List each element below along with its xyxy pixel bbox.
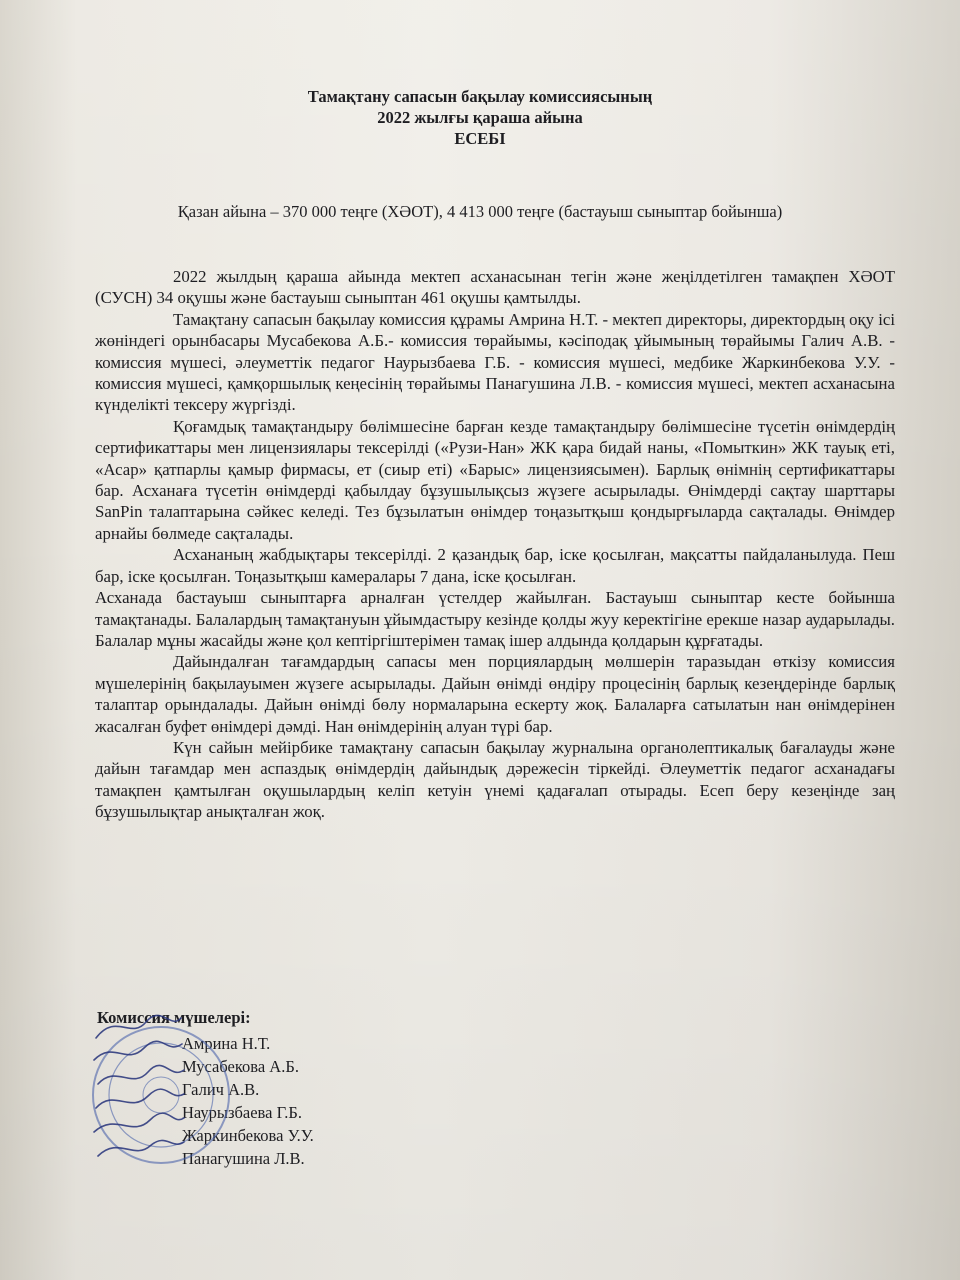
member-name: Жаркинбекова У.У. (182, 1126, 314, 1145)
paragraph-equipment: Асхананың жабдықтары тексерілді. 2 қазандық бар, іске қосылған, мақсатты пайдаланылуда. Пеш бар, іске қосылған. Тоңазытқыш камералары 7 дана, іске қосылған. (95, 545, 895, 586)
budget-summary: Қазан айына – 370 000 теңге (ХӘОТ), 4 413 000 теңге (бастауыш сыныптар бойынша) (177, 202, 783, 221)
paragraph-tables: Асханада бастауыш сыныптарға арналған үстелдер жайылған. Бастауыш сыныптар кесте бойынша тамақтанады. Балалардың тамақтануын ұйымдастыру кезінде қолды жуу керектігіне ерекше назар аударылады. Балалар мұны жасайды және қол кептіргіштерімен тамақ ішер алдында қолдарын құрғатады. (95, 588, 895, 650)
member-name: Галич А.В. (182, 1080, 260, 1099)
members-title: Комиссия мүшелері: (97, 1008, 251, 1027)
header-line-2: 2022 жылғы қараша айына (377, 108, 583, 127)
member-name: Мусабекова А.Б. (182, 1057, 299, 1076)
paragraph-certificates: Қоғамдық тамақтандыру бөлімшесіне барған кезде тамақтандыру бөлімшесіне түсетін өнімдердің сертификаттары мен лицензиялары тексерілді («Рузи-Нан» ЖК қара бидай наны, «Помыткин» ЖК тауық еті, «Асар» қатпарлы қамыр фирмасы, ет (сиыр еті) «Барыс» лицензиясымен). Барлық өнімнің сертификаттары бар. Асханаға түсетін өнімдерді қабылдау бұзушылықсыз жүзеге асырылады. Өнімдерді сақтау шарттары SanPin талаптарына сәйкес келеді. Тез бұзылатын өнімдер тоңазытқыш қондырғыларда сақталады. Өнімдер арнайы бөлмеде сақталады. (95, 416, 895, 543)
paragraph-nurse: Күн сайын мейірбике тамақтану сапасын бақылау журналына органолептикалық бағалауды және дайын тағамдар мен аспаздық өнімдердің дайындық дәрежесін тіркейді. Әлеуметтік педагог асханадағы тамақпен қамтылған оқушылардың келіп кетуін үнемі қадағалап отырады. Есеп беру кезеңінде заң бұзушылықтар анықталған жоқ. (95, 737, 895, 822)
member-name: Панагушина Л.В. (182, 1149, 305, 1168)
stamp-and-signatures (86, 1000, 286, 1180)
signature-icon (94, 1015, 184, 1156)
report-body (95, 266, 895, 823)
paragraph-portions: Дайындалған тағамдардың сапасы мен порциялардың мөлшерін таразыдан өткізу комиссия мүшелерінің бақылауымен жүзеге асырылады. Дайын өнімді өндіру процесінің барлық кезеңдерінде барлық талаптар орындалады. Дайын өнімді бөлу нормаларына ескерту жоқ. Балаларға сатылатын нан өнімдерінен жасалған буфет өнімдері дәмді. Нан өнімдерінің алуан түрі бар. (95, 652, 895, 736)
member-name: Наурызбаева Г.Б. (182, 1103, 302, 1122)
header-line-3: ЕСЕБІ (454, 129, 506, 148)
round-stamp-icon (93, 1027, 229, 1163)
paragraph-coverage: 2022 жылдың қараша айында мектеп асханасынан тегін және жеңілдетілген тамақпен ХӘОТ (СУСН) 34 оқушы және бастауыш сыныптан 461 оқушы қамтылды. (95, 267, 895, 308)
paragraph-commission: Тамақтану сапасын бақылау комиссия құрамы Амрина Н.Т. - мектеп директоры, директордың оқу ісі жөніндегі орынбасары Мусабекова А.Б.- комиссия төрайымы, кәсіподақ ұйымының төрайымы Галич А.В. - комиссия мүшесі, әлеуметтік педагог Наурызбаева Г.Б. - комиссия мүшесі, медбике Жаркинбекова У.У. - комиссия мүшесі, қамқоршылық кеңесінің төрайымы Панагушина Л.В. - комиссия мүшесі, мектеп асханасына күнделікті тексеру жүргізді. (95, 309, 895, 415)
member-name: Амрина Н.Т. (182, 1034, 271, 1053)
header-line-1: Тамақтану сапасын бақылау комиссиясының (307, 87, 653, 106)
report-header (0, 86, 960, 149)
